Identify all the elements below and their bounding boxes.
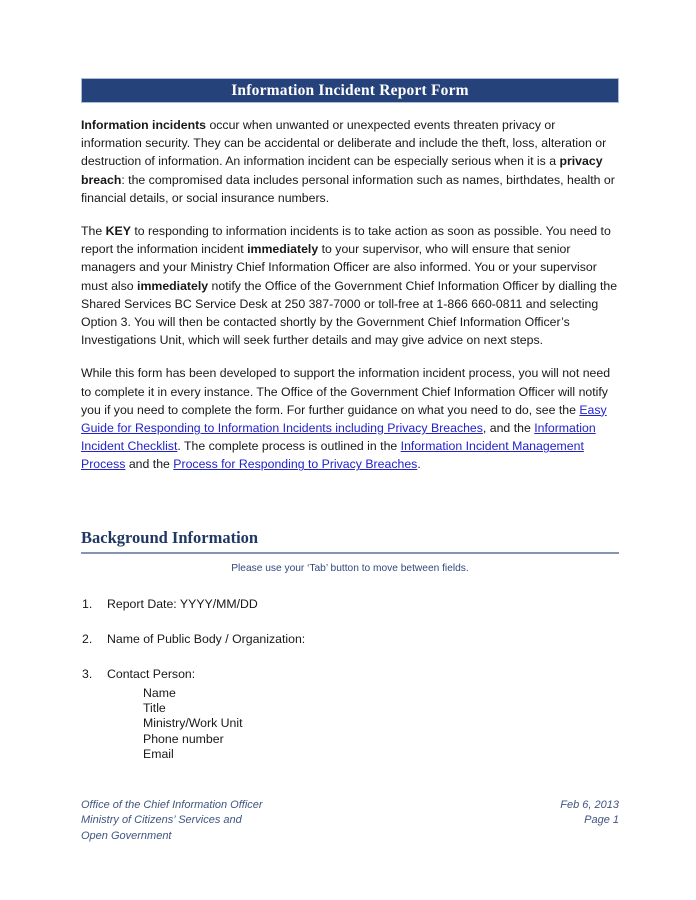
- link-information-incident-checklist[interactable]: Information Incident Checklist: [81, 421, 596, 454]
- tab-instruction-text: Please use your ‘Tab’ button to move between fields.: [231, 562, 469, 574]
- intro-p1-bold-privacy-breach: privacy breach: [81, 154, 603, 187]
- footer-office-line: Office of the Chief Information Officer: [81, 799, 263, 811]
- list-item: [81, 666, 619, 763]
- intro-paragraph-2: [81, 222, 619, 349]
- footer-open-government-line: Open Government: [81, 829, 172, 842]
- list-item-number: 2.: [82, 631, 93, 646]
- intro-p1-text-2: : the compromised data includes personal information such as names, birthdates, health or financial details, or social insurance numbers.: [81, 172, 615, 205]
- page-footer: [81, 798, 619, 844]
- list-item-label: Report Date: YYYY/MM/DD: [107, 596, 258, 611]
- contact-person-subfields: [107, 686, 619, 763]
- intro-p2-bold-immediately-2: immediately: [137, 278, 209, 293]
- document-content: [81, 78, 619, 781]
- footer-ministry-line: Ministry of Citizens’ Services and: [81, 814, 242, 827]
- link-information-incident-management-process[interactable]: Information Incident Management Process: [81, 439, 584, 472]
- link-easy-guide[interactable]: Easy Guide for Responding to Information Incidents including Privacy Breaches: [81, 402, 607, 436]
- intro-p2-text-1: The: [81, 224, 106, 239]
- list-item: Name: [143, 685, 176, 700]
- list-item: Title: [143, 701, 166, 716]
- page-title: Information Incident Report Form: [231, 82, 469, 99]
- footer-left-block: [81, 798, 263, 844]
- intro-p2-text-3: to your supervisor, who will ensure that senior managers and your Ministry Chief Information Officer are also informed. You or your supervisor must also: [81, 242, 597, 293]
- list-item: Email: [143, 747, 174, 762]
- list-item: [81, 596, 619, 613]
- intro-p3-text-4: and the: [125, 457, 174, 472]
- intro-p2-text-4: notify the Office of the Government Chief Information Officer by dialling the Shared Services BC Service Desk at 250 387-7000 or toll-free at 1-866 660-0811 and selecting Option 3. You will then be contacted shortly by the Government Chief Information Officer’s Investigations Unit, which will seek further details and may give advice on next steps.: [81, 278, 618, 348]
- form-title-banner: [81, 78, 619, 103]
- background-heading: Background Information: [81, 527, 259, 547]
- footer-right-block: [560, 798, 619, 829]
- intro-p3-text-2: , and the: [482, 421, 535, 436]
- intro-p1-text-1: occur when unwanted or unexpected events threaten privacy or information security. They can be accidental or deliberate and include the theft, loss, alteration or destruction of information. An information incident can be especially serious when it is a: [81, 118, 607, 169]
- section-divider: [81, 552, 619, 554]
- list-item-label: Name of Public Body / Organization:: [107, 631, 306, 646]
- list-item: [81, 631, 619, 648]
- intro-p2-bold-key: KEY: [105, 224, 131, 239]
- intro-p1-bold-information-incidents: Information incidents: [81, 118, 207, 132]
- intro-paragraph-3: [81, 364, 619, 473]
- list-item-number: 3.: [82, 666, 93, 681]
- intro-p2-bold-immediately-1: immediately: [247, 242, 319, 257]
- list-item: Phone number: [143, 731, 224, 746]
- intro-p3-text-3: . The complete process is outlined in the: [177, 439, 401, 454]
- list-item-label: Contact Person:: [107, 666, 196, 681]
- list-item-number: 1.: [82, 596, 93, 611]
- background-section: [81, 528, 619, 574]
- list-item: Ministry/Work Unit: [143, 716, 243, 731]
- intro-p3-text-5: .: [417, 457, 421, 472]
- intro-p2-text-2: to responding to information incidents is to take action as soon as possible. You need to report the information incident: [81, 224, 611, 257]
- footer-date: Feb 6, 2013: [560, 799, 619, 811]
- intro-p3-text-1: While this form has been developed to support the information incident process, you will not need to complete it in every instance. The Office of the Government Chief Information Officer will notify you if you need to complete the form. For further guidance on what you need to do, see the: [81, 366, 611, 417]
- link-process-for-responding-to-privacy-breaches[interactable]: Process for Responding to Privacy Breaches: [173, 457, 418, 472]
- intro-paragraph-1: [81, 116, 619, 207]
- background-field-list: [81, 596, 619, 763]
- footer-row: [81, 798, 619, 844]
- footer-page-number: Page 1: [584, 814, 619, 827]
